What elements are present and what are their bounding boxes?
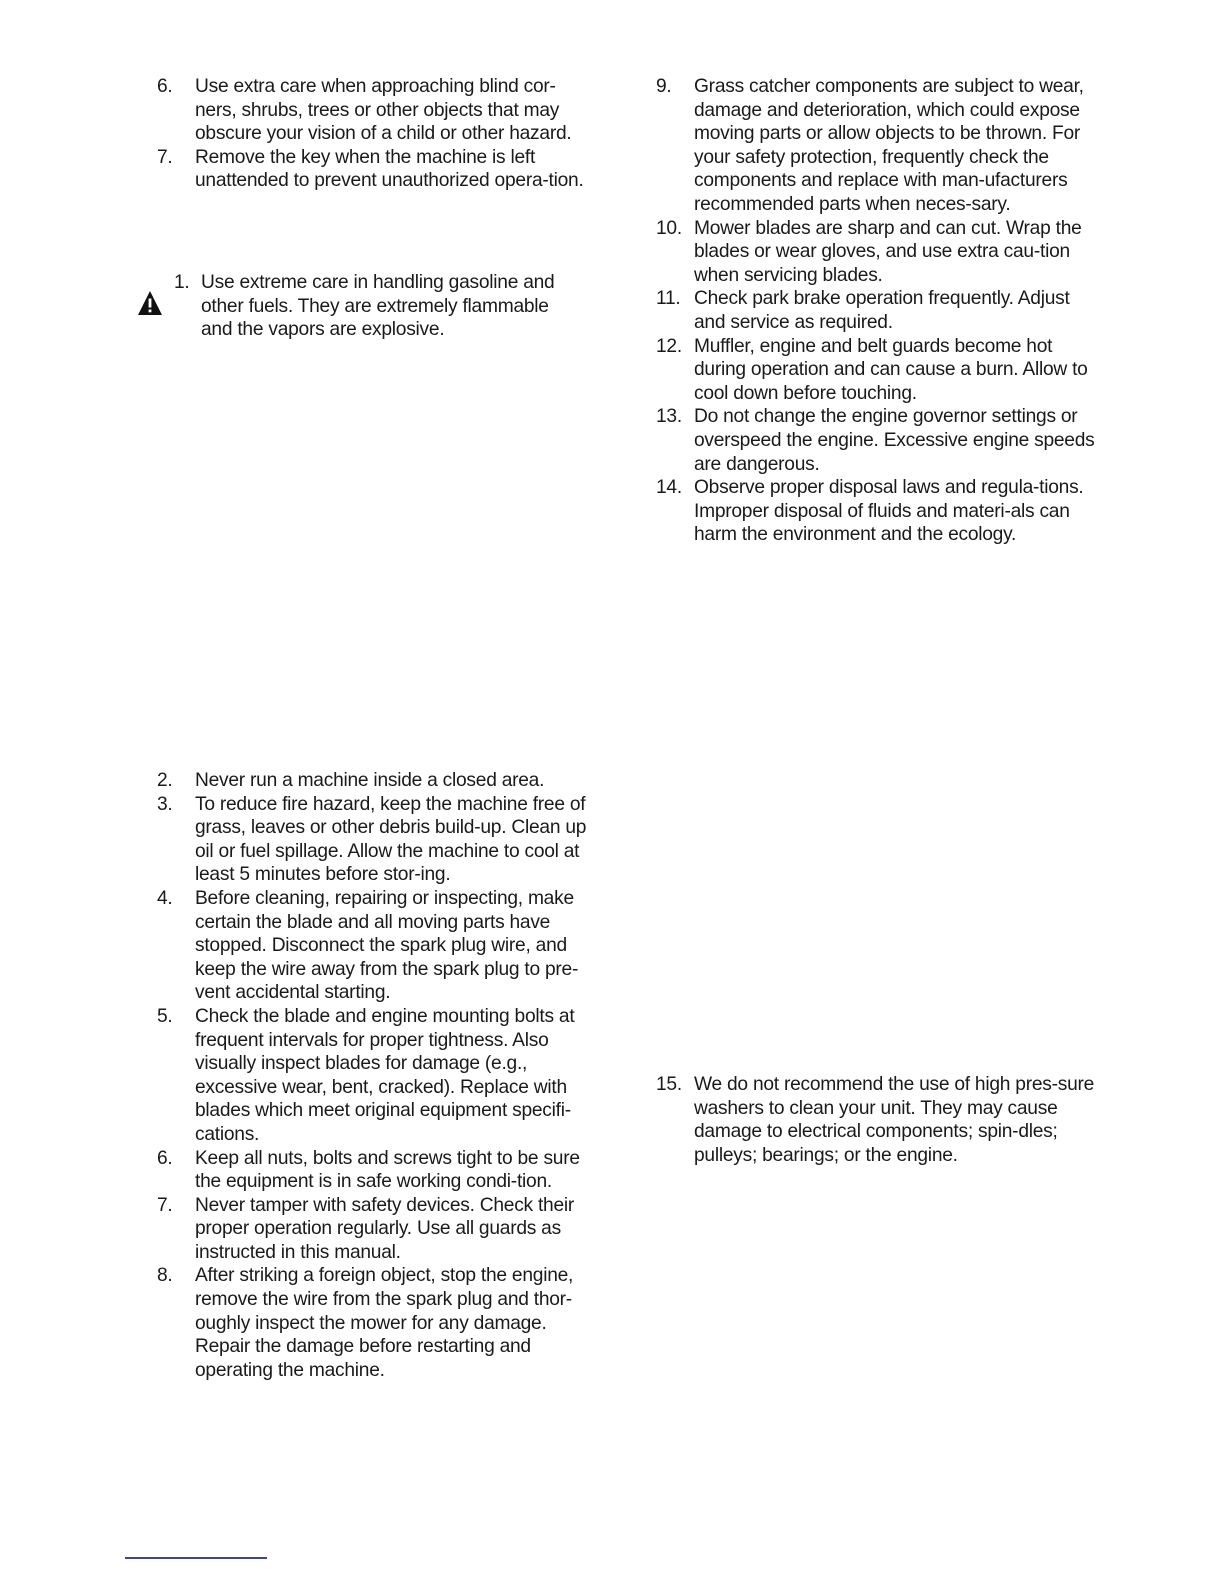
list-item-text: Do not change the engine governor settings or overspeed the engine. Excessive engine speeds are dangerous. [694, 406, 1095, 475]
list-item-number: 10. [656, 217, 682, 239]
list-item-text: Muffler, engine and belt guards become hot during operation and can cause a burn. Allow to cool down before touching. [694, 335, 1088, 404]
list-item-text: Use extra care when approaching blind cor-ners, shrubs, trees or other objects that may obscure your vision of a child or other hazard. [195, 76, 572, 145]
list-item [140, 887, 590, 1005]
list-item-number: 5. [157, 1005, 173, 1027]
safety-list-maintenance-continued [656, 75, 1096, 547]
list-item [656, 476, 1096, 547]
list-item [656, 1073, 1096, 1167]
list-item [140, 146, 590, 193]
list-item-number: 11. [656, 288, 681, 310]
list-item-text: Use extreme care in handling gasoline and other fuels. They are extremely flammable and the vapors are explosive. [201, 272, 555, 341]
list-item-number: 9. [656, 76, 672, 97]
list-item-number: 7. [157, 146, 173, 168]
list-item [656, 75, 1096, 217]
list-item-number: 2. [157, 770, 173, 791]
footer-divider [125, 1557, 267, 1559]
list-item [656, 217, 1096, 288]
list-item [140, 1005, 590, 1147]
list-item-number: 8. [157, 1265, 173, 1287]
list-item-text: Observe proper disposal laws and regula-tions. Improper disposal of fluids and materi-als can harm the environment and the ecology. [694, 477, 1084, 546]
list-item-number: 13. [656, 406, 682, 428]
list-item-text: Keep all nuts, bolts and screws tight to be sure the equipment is in safe working condi-tion. [195, 1147, 580, 1193]
list-item [656, 287, 1096, 334]
list-item-number: 7. [157, 1194, 173, 1216]
list-item-number: 6. [157, 76, 173, 97]
list-item-number: 3. [157, 793, 173, 815]
list-item-text: To reduce fire hazard, keep the machine free of grass, leaves or other debris build-up. Clean up oil or fuel spillage. Allow the machine to cool at least 5 minutes before stor-ing. [195, 793, 587, 886]
list-item [140, 793, 590, 887]
safety-list-operation-continued [140, 75, 590, 193]
list-item-text: We do not recommend the use of high pres-sure washers to clean your unit. They may cause damage to electrical components; spin-dles; pulleys; bearings; or the engine. [694, 1074, 1095, 1166]
list-item-number: 15. [656, 1074, 682, 1095]
list-item [140, 1194, 590, 1265]
list-item [140, 769, 590, 793]
list-item-text: Mower blades are sharp and can cut. Wrap the blades or wear gloves, and use extra cau-tion when servicing blades. [694, 217, 1082, 286]
safety-list-cleaning [656, 1073, 1096, 1167]
list-item [140, 1147, 590, 1194]
list-item-number: 14. [656, 477, 682, 499]
list-item-number: 4. [157, 887, 173, 909]
list-item-text: Check the blade and engine mounting bolts at frequent intervals for proper tightness. Also visually inspect blades for damage (e.g., excessive wear, bent, cracked). Replace with blades which meet original equipment specifi-cations. [195, 1005, 575, 1145]
list-item-number: 6. [157, 1147, 173, 1169]
list-item-text: Never run a machine inside a closed area. [195, 770, 545, 791]
list-item-number: 1. [174, 272, 190, 293]
list-item-text: After striking a foreign object, stop the engine, remove the wire from the spark plug and thor-oughly inspect the mower for any damage. Repair the damage before restarting and operating the machine. [195, 1265, 574, 1381]
list-item-text: Check park brake operation frequently. Adjust and service as required. [694, 288, 1070, 333]
list-item-text: Remove the key when the machine is left unattended to prevent unauthorized opera-tion. [195, 146, 584, 192]
list-item [656, 405, 1096, 476]
list-item-text: Grass catcher components are subject to wear, damage and deterioration, which could expose moving parts or allow objects to be thrown. For your safety protection, frequently check the components and replace with man-ufacturers recommended parts when neces-sary. [694, 76, 1084, 215]
list-item-number: 12. [656, 335, 682, 357]
safety-list-fuel [140, 271, 580, 342]
list-item [140, 75, 590, 146]
list-item [140, 271, 580, 342]
list-item [656, 335, 1096, 406]
list-item [140, 1264, 590, 1382]
safety-list-maintenance [140, 769, 590, 1382]
list-item-text: Never tamper with safety devices. Check their proper operation regularly. Use all guards as instructed in this manual. [195, 1194, 575, 1263]
list-item-text: Before cleaning, repairing or inspecting, make certain the blade and all moving parts have stopped. Disconnect the spark plug wire, and keep the wire away from the spark plug to pre-vent accidental starting. [195, 887, 579, 1004]
